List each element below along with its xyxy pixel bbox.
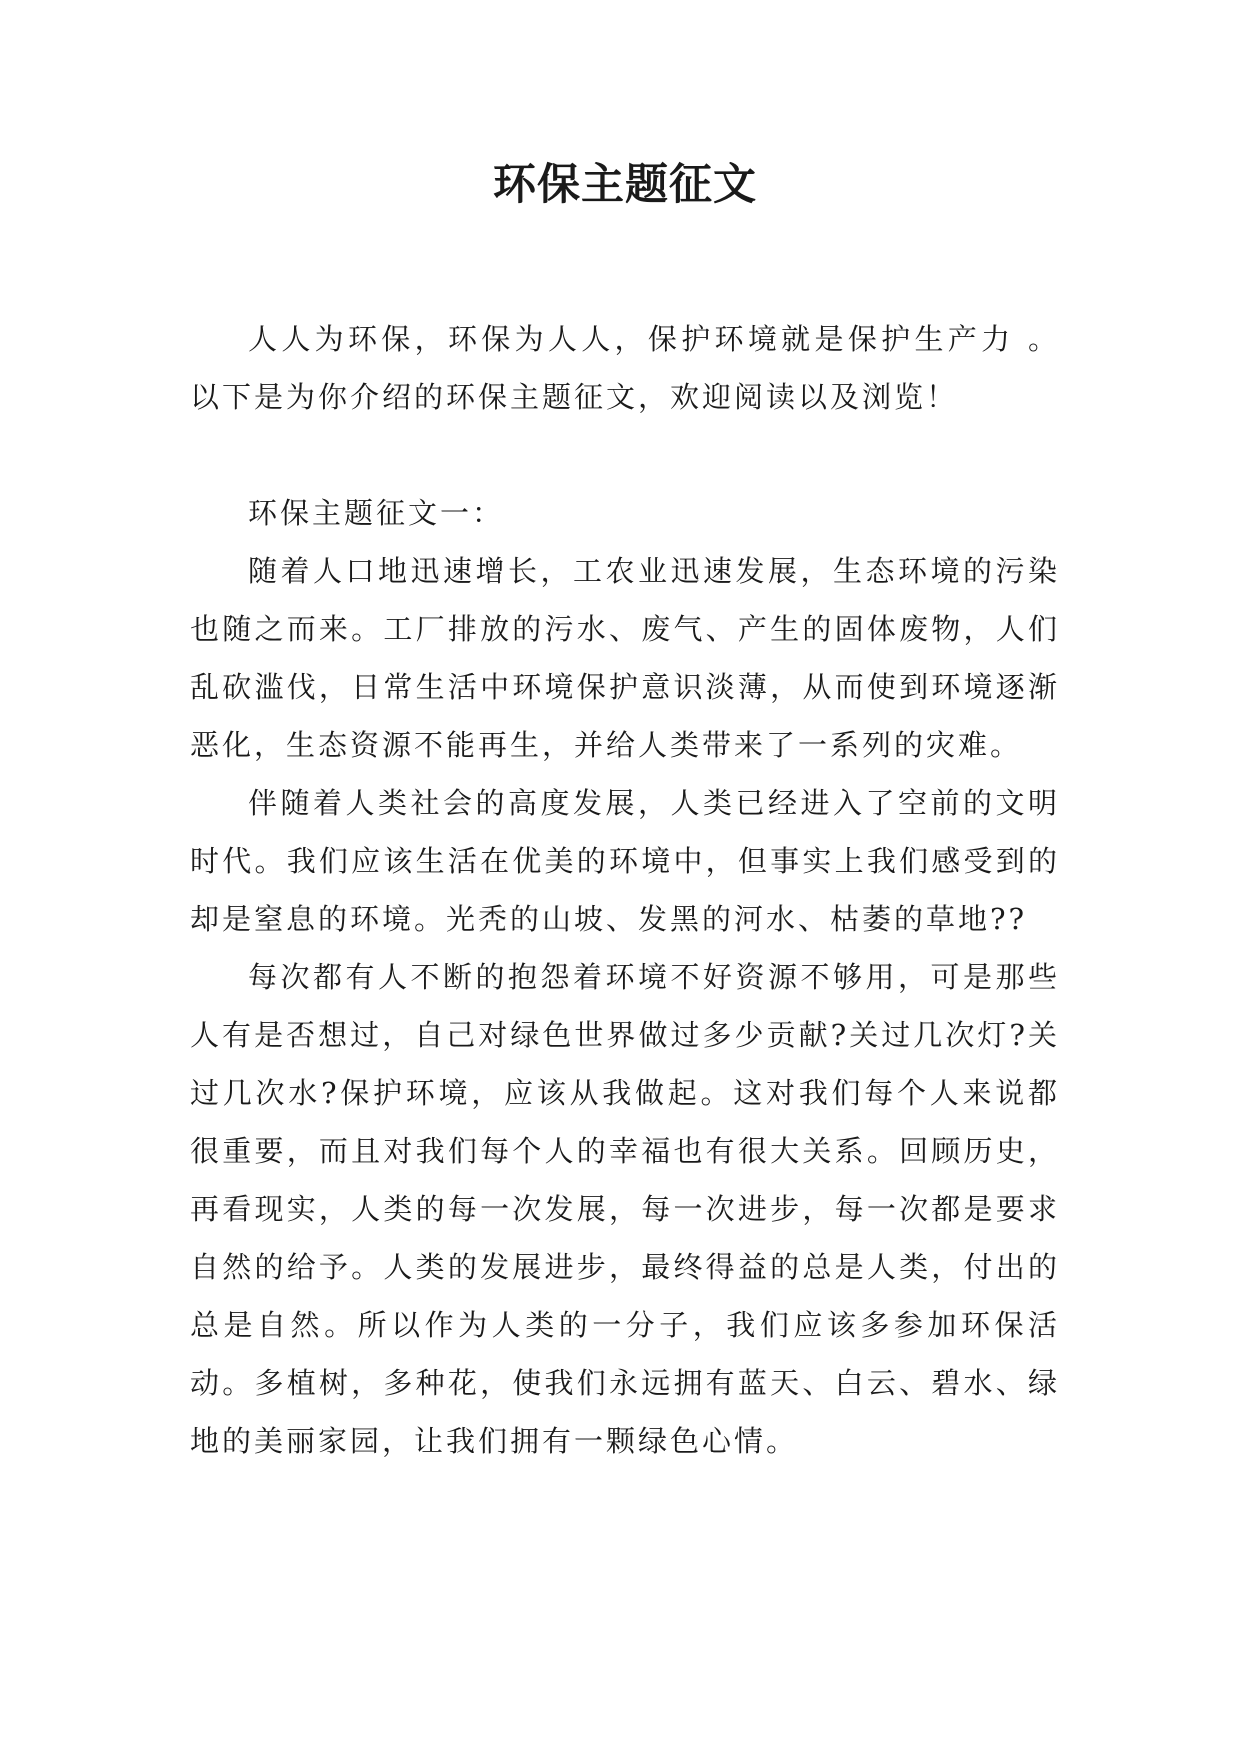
document-body [190, 310, 1060, 1470]
body-paragraph-2: 伴随着人类社会的高度发展，人类已经进入了空前的文明时代。我们应该生活在优美的环境中，但事实上我们感受到的却是窒息的环境。光秃的山坡、发黑的河水、枯萎的草地?? [190, 786, 1060, 936]
body-paragraph-3: 每次都有人不断的抱怨着环境不好资源不够用，可是那些人有是否想过，自己对绿色世界做过多少贡献?关过几次灯?关过几次水?保护环境，应该从我做起。这对我们每个人来说都很重要，而且对我们每个人的幸福也有很大关系。回顾历史，再看现实，人类的每一次发展，每一次进步，每一次都是要求自然的给予。人类的发展进步，最终得益的总是人类，付出的总是自然。所以作为人类的一分子，我们应该多参加环保活动。多植树，多种花，使我们永远拥有蓝天、白云、碧水、绿地的美丽家园，让我们拥有一颗绿色心情。 [190, 960, 1060, 1458]
intro-paragraph: 人人为环保，环保为人人，保护环境就是保护生产力 。以下是为你介绍的环保主题征文，欢迎阅读以及浏览！ [190, 322, 1060, 414]
body-paragraph-1: 随着人口地迅速增长，工农业迅速发展，生态环境的污染也随之而来。工厂排放的污水、废气、产生的固体废物，人们乱砍滥伐，日常生活中环境保护意识淡薄，从而使到环境逐渐恶化，生态资源不能再生，并给人类带来了一系列的灾难。 [190, 554, 1060, 762]
document-title: 环保主题征文 [493, 160, 757, 210]
document-page [190, 140, 1060, 1470]
section-heading: 环保主题征文一： [248, 496, 505, 530]
